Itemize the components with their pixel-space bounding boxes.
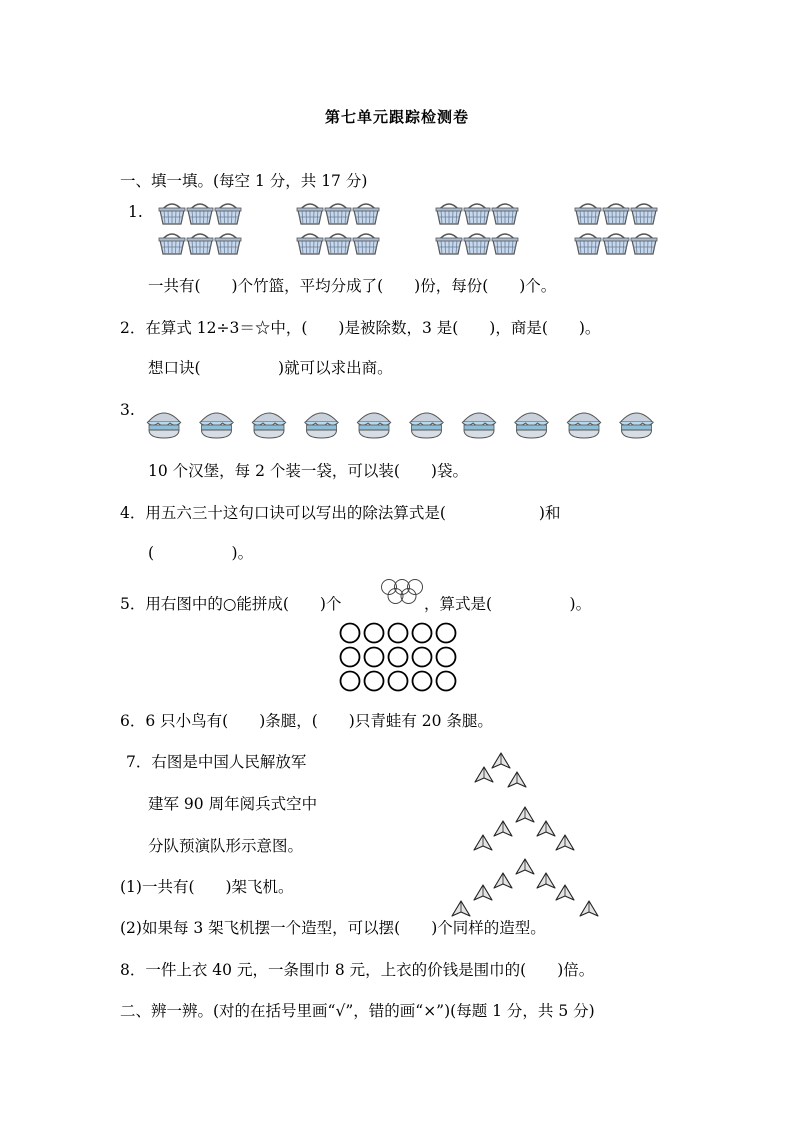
- basket-icon: [631, 234, 657, 254]
- hamburger-icon: [147, 413, 181, 438]
- q1-number: 1.: [128, 203, 143, 221]
- hamburger-icon: [462, 413, 496, 438]
- basket-icon: [215, 234, 241, 254]
- page-title: 第七单元跟踪检测卷: [324, 108, 469, 126]
- basket-icon: [603, 204, 629, 224]
- circle-mark: [365, 648, 384, 667]
- q7-line2: 建军 90 周年阅兵式空中: [148, 795, 318, 813]
- hamburger-icon: [410, 413, 444, 438]
- airplane-icon: [556, 885, 574, 900]
- q7-sub2: (2)如果每 3 架飞机摆一个造型，可以摆( )个同样的造型。: [120, 919, 546, 937]
- q6-text: 6．6 只小鸟有( )条腿，( )只青蛙有 20 条腿。: [120, 712, 493, 730]
- circle-mark: [389, 624, 408, 643]
- circle-mark: [437, 648, 456, 667]
- basket-icon: [492, 204, 518, 224]
- basket-icon: [575, 234, 601, 254]
- hamburger-icon: [357, 413, 391, 438]
- basket-icon: [187, 204, 213, 224]
- circle-mark: [365, 624, 384, 643]
- circle-mark: [389, 672, 408, 691]
- olympic-rings-icon: [380, 578, 424, 608]
- airplane-icon: [475, 767, 493, 782]
- basket-icon: [464, 204, 490, 224]
- airplane-formation: [445, 762, 615, 912]
- q7-line1: 7．右图是中国人民解放军: [126, 753, 307, 771]
- q3-text: 10 个汉堡，每 2 个装一袋，可以装( )袋。: [148, 462, 468, 480]
- airplane-icon: [537, 873, 555, 888]
- circle-mark: [413, 624, 432, 643]
- q5-text-b: ，算式是( )。: [424, 595, 592, 613]
- circle-mark: [365, 672, 384, 691]
- airplane-icon: [492, 753, 510, 768]
- circle-mark: [341, 648, 360, 667]
- circle-mark: [341, 624, 360, 643]
- q4-line1: 4．用五六三十这句口诀可以写出的除法算式是( )和: [120, 504, 561, 522]
- q7-sub1: (1)一共有( )架飞机。: [120, 878, 294, 896]
- circle-mark: [389, 648, 408, 667]
- q8-text: 8．一件上衣 40 元，一条围巾 8 元，上衣的价钱是围巾的( )倍。: [120, 961, 595, 979]
- basket-icon: [297, 234, 323, 254]
- basket-icon: [631, 204, 657, 224]
- hamburger-icon: [567, 413, 601, 438]
- circle-mark: [437, 672, 456, 691]
- q1-text: 一共有( )个竹篮，平均分成了( )份，每份( )个。: [148, 277, 557, 295]
- section2-heading: 二、辨一辨。(对的在括号里画“√”，错的画“×”)(每题 1 分，共 5 分): [120, 1002, 595, 1020]
- airplane-icon: [494, 873, 512, 888]
- hamburger-group: [146, 406, 686, 446]
- basket-icon: [464, 234, 490, 254]
- section1-heading: 一、填一填。(每空 1 分，共 17 分): [120, 172, 368, 190]
- hamburger-icon: [620, 413, 654, 438]
- hamburger-icon: [305, 413, 339, 438]
- airplane-icon: [516, 807, 534, 822]
- basket-icon: [603, 234, 629, 254]
- circle-mark: [341, 672, 360, 691]
- airplane-icon: [494, 821, 512, 836]
- basket-icon: [325, 204, 351, 224]
- basket-icon: [575, 204, 601, 224]
- q5-text-a: 5．用右图中的○能拼成( )个: [120, 595, 342, 613]
- airplane-icon: [508, 772, 526, 787]
- q3-number: 3.: [120, 401, 135, 419]
- basket-icon: [325, 234, 351, 254]
- airplane-icon: [516, 859, 534, 874]
- airplane-icon: [580, 901, 598, 916]
- basket-icon: [187, 234, 213, 254]
- q2-line1: 2．在算式 12÷3＝☆中，( )是被除数，3 是( )，商是( )。: [120, 319, 601, 337]
- basket-icon: [353, 204, 379, 224]
- basket-icon: [297, 204, 323, 224]
- basket-icon: [492, 234, 518, 254]
- basket-icon: [159, 204, 185, 224]
- q7-line3: 分队预演队形示意图。: [148, 837, 304, 855]
- hamburger-icon: [515, 413, 549, 438]
- airplane-icon: [452, 901, 470, 916]
- airplane-icon: [556, 835, 574, 850]
- circle-grid: [338, 620, 468, 700]
- airplane-icon: [474, 835, 492, 850]
- basket-icon: [215, 204, 241, 224]
- airplane-icon: [474, 885, 492, 900]
- circle-mark: [437, 624, 456, 643]
- hamburger-icon: [200, 413, 234, 438]
- circle-mark: [413, 648, 432, 667]
- airplane-icon: [537, 821, 555, 836]
- circle-mark: [413, 672, 432, 691]
- basket-icon: [436, 204, 462, 224]
- q4-line2: ( )。: [148, 544, 254, 562]
- basket-group: [158, 200, 718, 260]
- basket-icon: [353, 234, 379, 254]
- basket-icon: [159, 234, 185, 254]
- q2-line2: 想口诀( )就可以求出商。: [148, 359, 393, 377]
- hamburger-icon: [252, 413, 286, 438]
- basket-icon: [436, 234, 462, 254]
